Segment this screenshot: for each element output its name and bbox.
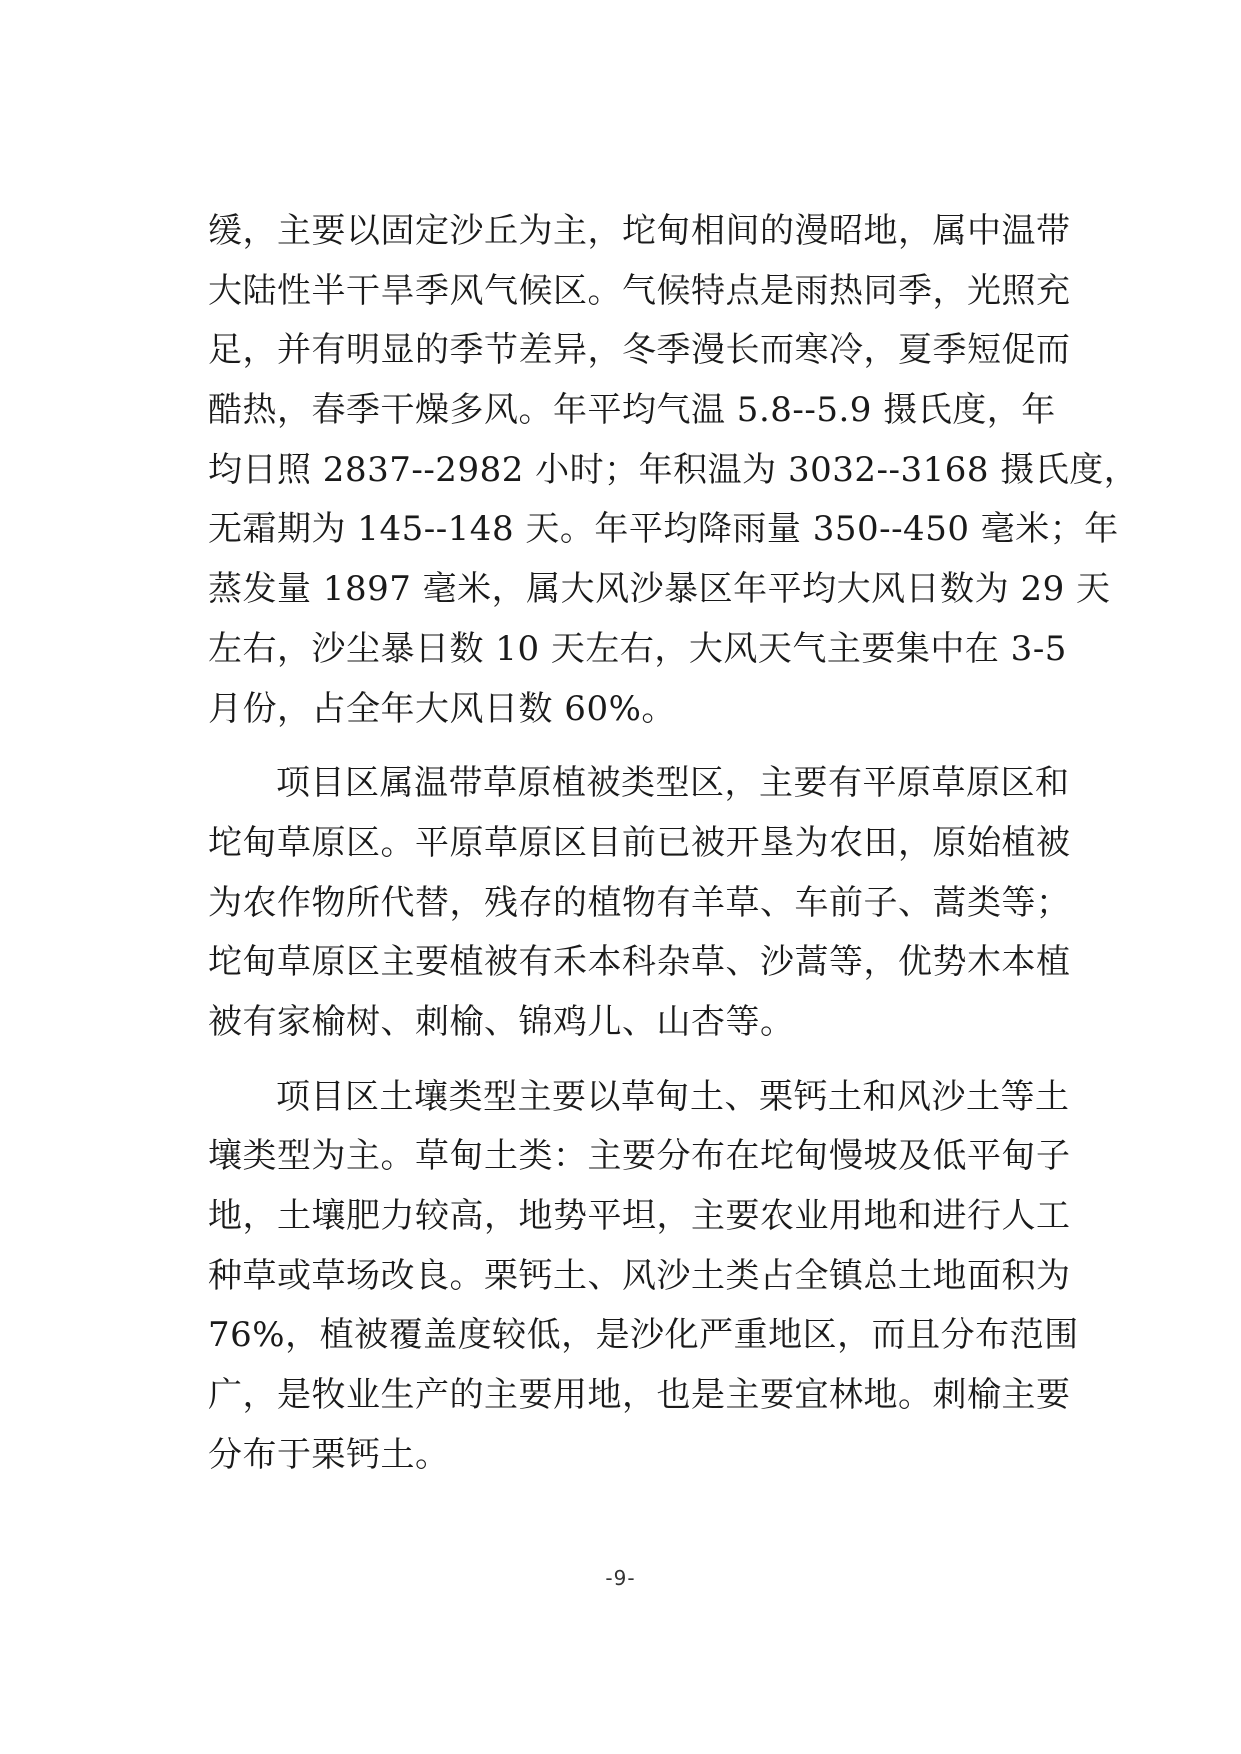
text-line: 坨甸草原区主要植被有禾本科杂草、沙蒿等，优势木本植 (208, 942, 1071, 983)
paragraph-soil (208, 1068, 1079, 1486)
text-line: 无霜期为 145--148 天。年平均降雨量 350--450 毫米；年 (208, 509, 1119, 550)
text-line: 地，土壤肥力较高，地势平坦，主要农业用地和进行人工 (208, 1196, 1071, 1236)
text-line: 酷热，春季干燥多风。年平均气温 5.8--5.9 摄氏度，年 (208, 390, 1056, 431)
paragraph-climate (208, 202, 1139, 739)
text-line: 足，并有明显的季节差异，冬季漫长而寒冷，夏季短促而 (208, 330, 1071, 371)
text-line: 坨甸草原区。平原草原区目前已被开垦为农田，原始植被 (208, 822, 1071, 863)
page-number: -9- (605, 1566, 636, 1590)
text-line: 均日照 2837--2982 小时；年积温为 3032--3168 摄氏度， (208, 449, 1139, 490)
text-line: 76%，植被覆盖度较低，是沙化严重地区，而且分布范围 (208, 1315, 1079, 1356)
text-line: 项目区土壤类型主要以草甸土、栗钙土和风沙土等土 (276, 1076, 1070, 1117)
text-line: 种草或草场改良。栗钙土、风沙土类占全镇总土地面积为 (208, 1255, 1071, 1296)
text-line: 大陆性半干旱季风气候区。气候特点是雨热同季，光照充 (208, 270, 1071, 311)
text-line: 被有家榆树、刺榆、锦鸡儿、山杏等。 (208, 1001, 795, 1042)
text-line: 左右，沙尘暴日数 10 天左右，大风天气主要集中在 3-5 (208, 628, 1067, 669)
text-line: 项目区属温带草原植被类型区，主要有平原草原区和 (276, 763, 1070, 804)
text-line: 月份，占全年大风日数 60%。 (208, 688, 676, 729)
paragraph-vegetation (208, 754, 1071, 1052)
text-line: 广，是牧业生产的主要用地，也是主要宜林地。刺榆主要 (208, 1375, 1071, 1416)
paragraph-gap (208, 739, 1033, 754)
text-line: 分布于栗钙土。 (208, 1434, 450, 1475)
text-line: 蒸发量 1897 毫米，属大风沙暴区年平均大风日数为 29 天 (208, 569, 1111, 610)
text-line: 壤类型为主。草甸土类：主要分布在坨甸慢坡及低平甸子 (208, 1136, 1071, 1177)
text-line: 缓，主要以固定沙丘为主，坨甸相间的漫昭地，属中温带 (208, 211, 1071, 251)
body-text (208, 202, 1139, 1485)
text-line: 为农作物所代替，残存的植物有羊草、车前子、蒿类等； (208, 882, 1071, 923)
paragraph-gap (208, 1053, 1033, 1068)
